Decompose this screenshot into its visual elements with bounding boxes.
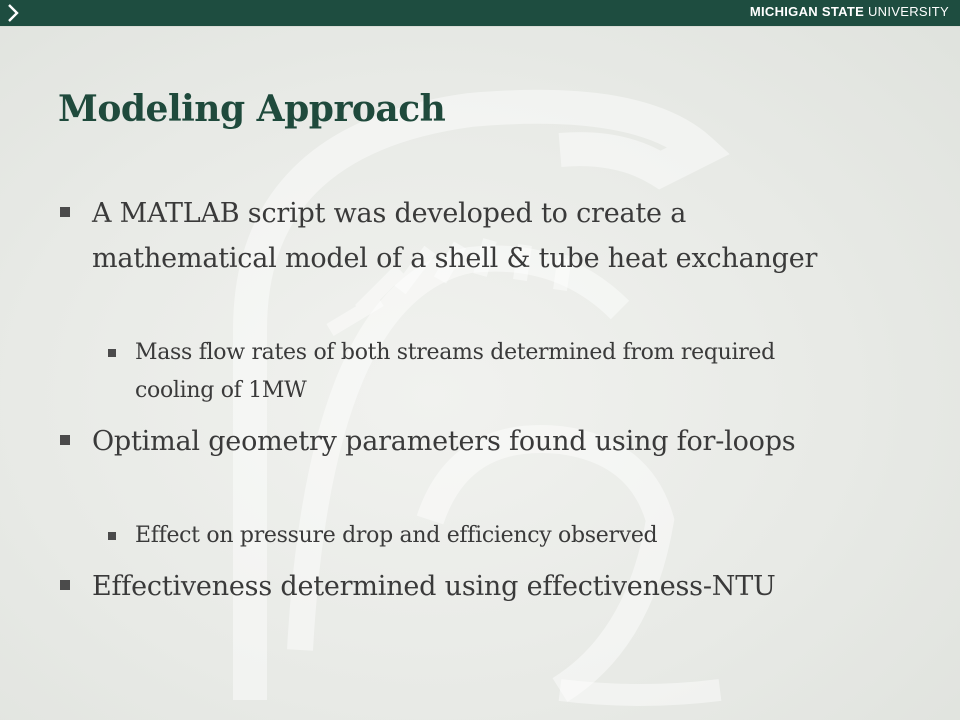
slide-title: Modeling Approach — [58, 88, 446, 130]
bullet-marker — [60, 207, 70, 217]
bullet-item: Effectiveness determined using effectiveness-NTU — [92, 571, 776, 602]
sub-bullet-marker — [108, 349, 116, 357]
sub-bullet-marker — [108, 532, 116, 540]
brand-bold-text: MICHIGAN STATE — [749, 4, 865, 19]
sub-bullet-item: Mass flow rates of both streams determined from required cooling of 1MW — [135, 340, 775, 403]
bullet-marker — [60, 580, 70, 590]
sub-bullet-item: Effect on pressure drop and efficiency observed — [135, 523, 658, 548]
bullet-item: Optimal geometry parameters found using for-loops — [92, 426, 796, 457]
bullet-marker — [60, 435, 70, 445]
bullet-item: A MATLAB script was developed to create a mathematical model of a shell & tube heat exchanger — [92, 198, 818, 274]
brand-light-text: UNIVERSITY — [864, 4, 949, 19]
